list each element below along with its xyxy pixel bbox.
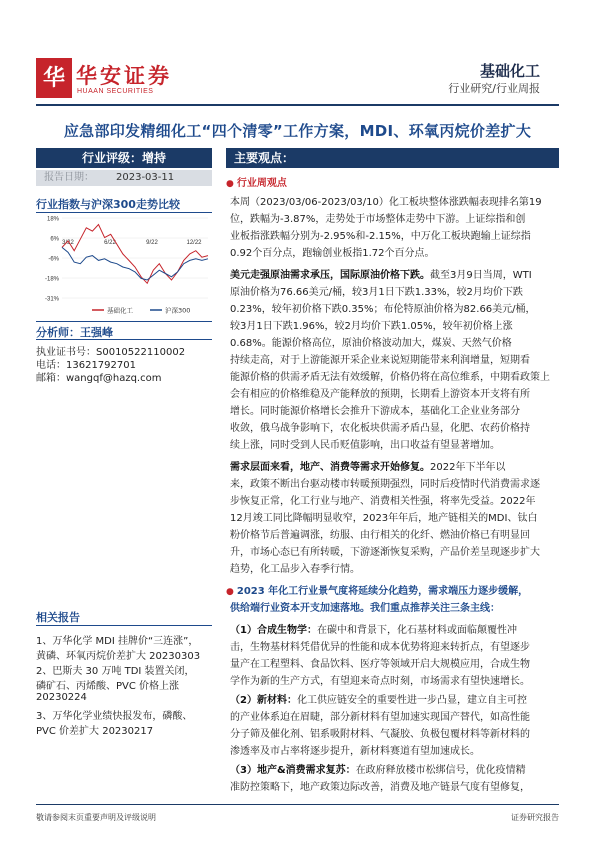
report-date xyxy=(36,170,212,186)
analyst-phone: 电话：13621792701 xyxy=(36,360,136,371)
chart-xtick-label: 12/22 xyxy=(186,240,202,246)
footer-divider xyxy=(36,804,559,805)
analyst-name: 分析师：王强峰 xyxy=(36,326,113,339)
bullet-icon: ● xyxy=(226,587,234,597)
analyst-email[interactable]: 邮箱：wangqf@hazq.com xyxy=(36,373,162,384)
paragraph-line: 粉价格节后普遍调涨，纺服、由行相关的化纤、燃油价格已有明显回 xyxy=(230,530,530,541)
paragraph-line: 步恢复正常，化工行业与地产、消费相关性强，将率先受益。2022年 xyxy=(230,496,536,507)
logo-mark: 华 xyxy=(36,58,72,98)
paragraph-line: （2）新材料：化工供应链安全的重要性进一步凸显，建立自主可控 xyxy=(230,695,527,706)
paragraph-line: 12月竣工同比降幅明显收窄，2023年年后，地产链相关的MDI、钛白 xyxy=(230,513,538,524)
chart-legend-label: 沪深300 xyxy=(165,306,191,315)
paragraph-line: 能源价格的供需矛盾无法有效缓解，价格仍将在高位维系，中期看政策上 xyxy=(230,372,550,383)
key-themes-heading: ● 2023 年化工行业景气度将延续分化趋势，需求端压力逐步缓解， xyxy=(226,586,529,597)
paragraph-line: 美元走强原油需求承压，国际原油价格下跌。截至3月9日当周，WTI xyxy=(230,270,532,281)
chart-xtick-label: 3/22 xyxy=(62,240,74,246)
sector-label: 基础化工 xyxy=(479,62,540,80)
report-date-value: 2023-03-11 xyxy=(116,172,175,183)
chart-series-line xyxy=(62,225,208,284)
paragraph-line: 0.92个百分点，跑输创业板指1.72个百分点。 xyxy=(230,248,435,259)
paragraph-line: 0.68%。能源价格高位，原油价格波动加大，煤炭、天然气价格 xyxy=(230,338,512,349)
paragraph-line: 分子筛及催化剂、铝系吸附材料、气凝胶、负极包覆材料等新材料的 xyxy=(230,729,530,740)
paragraph-line: 来，政策不断出台驱动楼市转暖预期强烈，同时后疫情时代消费需求逐 xyxy=(230,479,540,490)
related-report-line[interactable]: PVC 价差扩大 20230217 xyxy=(36,726,154,737)
paragraph-line: 需求层面来看，地产、消费等需求开始修复。2022年下半年以 xyxy=(230,462,506,473)
paragraph-line: （1）合成生物学：在碳中和背景下，化石基材料或面临颠覆性冲 xyxy=(230,625,517,636)
index-comparison-chart xyxy=(36,214,212,320)
paragraph-line: 位，跌幅为-3.87%，走势处于市场整体走势中下游。上证综指和创 xyxy=(230,214,526,225)
related-report-line[interactable]: 磷矿石、丙烯酸、PVC 价格上涨 xyxy=(36,681,180,692)
chart-ytick-label: -6% xyxy=(48,256,59,263)
footer-disclaimer: 敬请参阅末页重要声明及评级说明 xyxy=(36,813,156,822)
chart-xtick-label: 6/22 xyxy=(104,240,116,246)
key-themes-line: 供给端行业资本开支加速落地。我们重点推荐关注三条主线： xyxy=(230,603,500,614)
related-divider xyxy=(36,625,212,626)
paragraph-line: 渗透率及市占率将逐步提升，新材料赛道有望加速成长。 xyxy=(230,746,480,757)
report-title: 应急部印发精细化工“四个清零”工作方案，MDI、环氧丙烷价差扩大 xyxy=(63,122,532,140)
industry-rating: 行业评级：增持 xyxy=(36,148,212,168)
chart-ytick-label: 6% xyxy=(50,236,59,243)
report-date-label: 报告日期： xyxy=(44,172,94,183)
logo-english: HUAAN SECURITIES xyxy=(77,88,154,95)
chart-title: 行业指数与沪深300走势比较 xyxy=(36,198,180,211)
chart-divider-top xyxy=(36,212,212,213)
paragraph-line: 增长。同时能源价格增长会推升下游成本，基础化工企业业务部分 xyxy=(230,406,520,417)
paragraph-line: 较3月1日下跌1.96%，较2月均价下跌1.05%，较年初价格上涨 xyxy=(230,321,513,332)
chart-divider-bottom xyxy=(36,321,212,322)
paragraph-line: 0.23%，较年初价格下跌0.35%；布伦特原油价格为82.66美元/桶， xyxy=(230,304,536,315)
chart-legend-label: 基础化工 xyxy=(107,306,133,315)
header-divider xyxy=(36,104,559,106)
related-report-line[interactable]: 3、万华化学业绩快报发布，磷酸、 xyxy=(36,711,193,722)
paragraph-line: 的产业体系迫在眉睫，部分新材料有望加速实现国产替代，如高性能 xyxy=(230,712,530,723)
paragraph-line: 准防控策略下，地产政策边际改善，消费及地产链景气度有望修复， xyxy=(230,782,530,793)
footer-label: 证券研究报告 xyxy=(511,813,559,822)
paragraph-line: 本周（2023/03/06-2023/03/10）化工板块整体涨跌幅表现排名第19 xyxy=(230,197,542,208)
chart-ytick-label: -31% xyxy=(44,296,59,303)
paragraph-line: 击，生物基材料凭借优异的性能和成本优势将迎来转折点，有望逐步 xyxy=(230,642,530,653)
related-report-line[interactable]: 20230224 xyxy=(36,692,87,703)
related-report-line[interactable]: 黄磷、环氧丙烷价差扩大 20230303 xyxy=(36,651,201,662)
analyst-divider xyxy=(36,339,212,340)
main-view-title: 主要观点： xyxy=(226,148,559,168)
weekly-view-heading: ● 行业周观点 xyxy=(226,178,287,189)
chart-ytick-label: -18% xyxy=(44,276,59,283)
paragraph-line: 趋势，化工品步入春季行情。 xyxy=(230,564,360,575)
paragraph-line: 会有相应的价格维稳及产能释放的预期，长期看上游资本开支将有所 xyxy=(230,389,530,400)
paragraph-line: 业板指涨跌幅分别为-2.95%和-2.15%，中万化工板块跑输上证综指 xyxy=(230,231,531,242)
report-type: 行业研究/行业周报 xyxy=(448,82,540,95)
paragraph-line: 收敛，俄乌战争影响下，农化板块供需矛盾凸显，化肥、农药价格持 xyxy=(230,423,530,434)
logo-text: 华安证券 xyxy=(76,63,172,88)
chart-ytick-label: 18% xyxy=(46,216,59,223)
chart-series-line xyxy=(62,247,208,280)
paragraph-line: 量产在工程塑料、食品饮料、医疗等领域开启大规模应用，合成生物 xyxy=(230,659,530,670)
paragraph-line: 续上涨，同时受到人民币贬值影响，出口收益有望显著增加。 xyxy=(230,440,500,451)
paragraph-line: 升，市场心态已有所转暖，下游逐渐恢复采购，产品价差呈现逐步扩大 xyxy=(230,547,540,558)
related-report-line[interactable]: 1、万华化学 MDI 挂牌价“三连涨”， xyxy=(36,636,199,647)
bullet-icon: ● xyxy=(226,179,234,189)
paragraph-line: 持续走高，对于上游能源开采企业来说短期能带来利润增量，短期看 xyxy=(230,355,530,366)
related-report-line[interactable]: 2、巴斯夫 30 万吨 TDI 装置关闭， xyxy=(36,666,195,677)
paragraph-line: （3）地产&消费需求复苏：在政府释放楼市松绑信号，优化疫情精 xyxy=(230,765,526,776)
paragraph-line: 学作为新的生产方式，有望迎来奇点时刻，市场需求有望快速增长。 xyxy=(230,676,530,687)
analyst-cert: 执业证书号：S0010522110002 xyxy=(36,347,186,358)
chart-xtick-label: 9/22 xyxy=(146,240,158,246)
related-reports-title: 相关报告 xyxy=(36,611,80,624)
paragraph-line: 原油价格为76.66美元/桶，较3月1日下跌1.33%，较2月均价下跌 xyxy=(230,287,523,298)
